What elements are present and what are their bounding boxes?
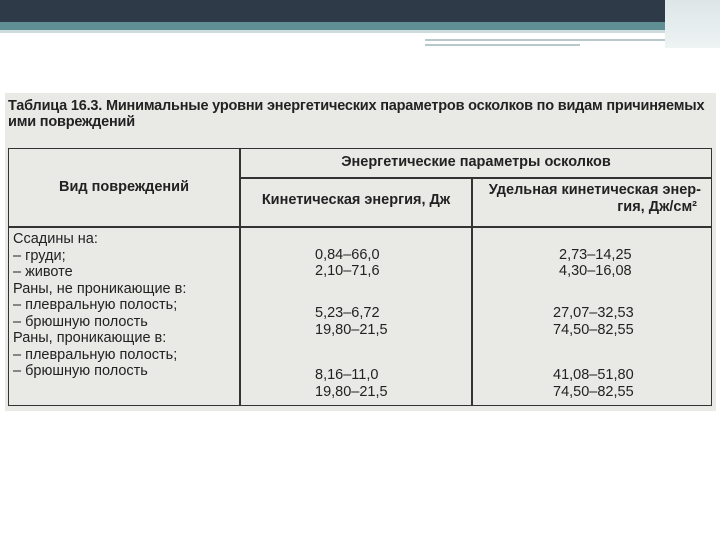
header-divider <box>239 177 711 179</box>
specific-value: 41,08–51,80 <box>553 367 634 383</box>
energy-parameters-table <box>8 148 712 406</box>
injury-row: – брюшную полость <box>13 363 148 379</box>
specific-value: 4,30–16,08 <box>559 263 632 279</box>
slide-corner-decoration <box>665 0 720 48</box>
injury-row: – груди; <box>13 247 66 264</box>
specific-value: 2,73–14,25 <box>559 247 632 263</box>
injury-type-header: Вид повреждений <box>58 179 189 195</box>
slide-decor-line <box>425 44 580 46</box>
caption-line-2: ими повреждений <box>8 114 135 130</box>
kinetic-value: 19,80–21,5 <box>315 384 388 400</box>
kinetic-value: 0,84–66,0 <box>315 247 380 263</box>
specific-value: 27,07–32,53 <box>553 305 634 321</box>
table-number: Таблица 16.3. <box>8 98 103 114</box>
specific-energy-header-line-2: гия, Дж/см² <box>617 198 697 215</box>
injury-row: Раны, проникающие в: <box>13 330 167 346</box>
column-divider <box>239 149 241 405</box>
injury-row: Раны, не проникающие в: <box>13 280 187 297</box>
kinetic-value: 8,16–11,0 <box>315 367 379 383</box>
energy-parameters-group-header: Энергетические параметры осколков <box>341 154 611 170</box>
kinetic-value: 5,23–6,72 <box>315 305 380 321</box>
kinetic-value: 19,80–21,5 <box>315 322 388 338</box>
caption-line-1: Минимальные уровни энергетических параметров осколков по видам причиняемых <box>102 98 705 114</box>
kinetic-value: 2,10–71,6 <box>315 263 380 279</box>
slide-decor-line <box>425 39 665 41</box>
injury-list <box>13 231 237 380</box>
specific-energy-header-line-1: Удельная кинетическая энер- <box>488 182 701 198</box>
specific-value: 74,50–82,55 <box>553 384 634 400</box>
slide-top-bar <box>0 0 720 22</box>
specific-energy-header <box>473 182 711 215</box>
injury-row: – животе <box>13 264 73 280</box>
slide-accent-stripe-light <box>0 30 720 33</box>
injury-row: – плевральную полость; <box>13 297 178 313</box>
kinetic-energy-header: Кинетическая энергия, Дж <box>261 192 451 208</box>
specific-value: 74,50–82,55 <box>553 322 634 338</box>
injury-row: – брюшную полость <box>13 313 148 330</box>
slide-accent-stripe <box>0 22 720 30</box>
header-bottom-divider <box>9 226 711 228</box>
injury-row: – плевральную полость; <box>13 346 178 363</box>
table-caption <box>8 98 714 130</box>
injury-row: Ссадины на: <box>13 231 98 247</box>
